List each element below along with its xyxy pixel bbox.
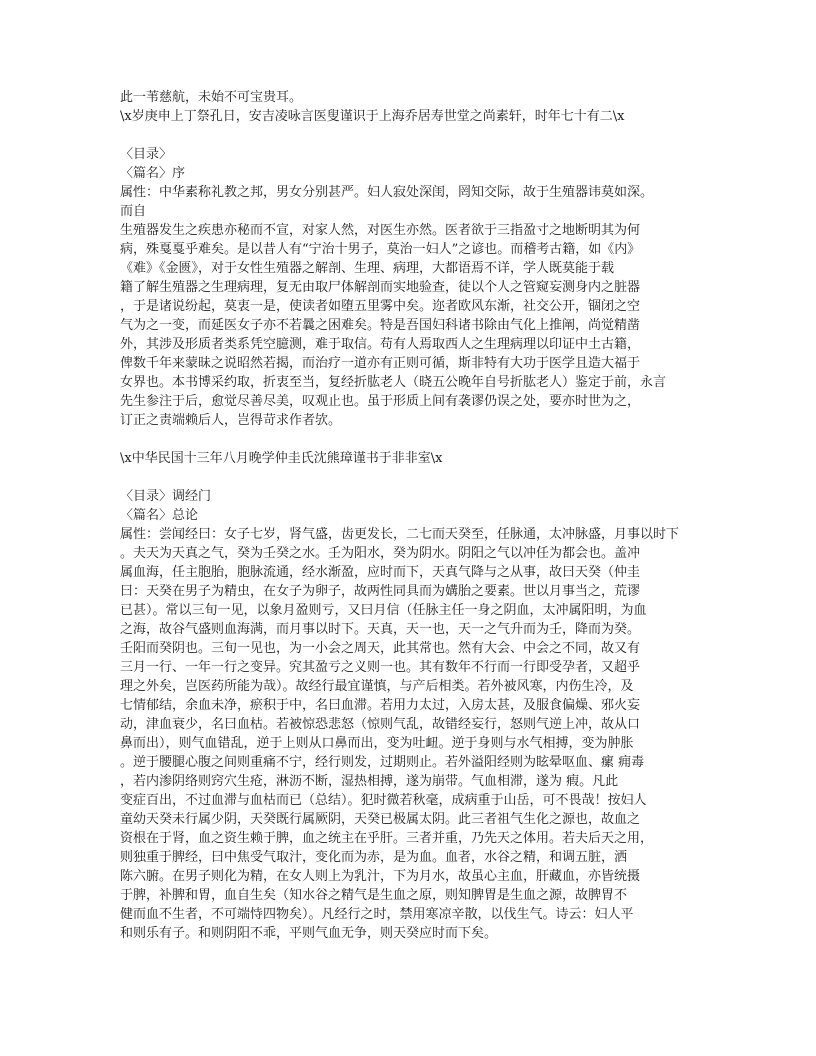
text-line: 〈目录〉调经门 [120,489,212,504]
text-line: 〈篇名〉序 [120,166,186,181]
text-line: 女界也。本书博采约取，折衷至当，复经折肱老人（晓五公晚年自号折肱老人）鉴定于前，永言 [120,375,667,390]
text-line: 资根在于肾，血之资生赖于脾，血之统主在乎肝。三者并重，乃先天之体用。若夫后天之用， [120,831,654,846]
text-line: 此一苇慈航，未始不可宝贵耳。 [120,90,303,105]
text-line: 健而血不生者，不可端恃四物矣）。凡经行之时，禁用寒凉辛散，以伐生气。诗云：妇人平 [120,907,634,922]
text-line: 陈六腑。在男子则化为精，在女人则上为乳汁，下为月水，故虽心主血，肝藏血，亦皆统摄 [120,869,641,884]
text-line: 俾数千年来蒙昧之说昭然若揭，而治疗一道亦有正则可循，斯非特有大功于医学且造大福于 [120,356,641,371]
text-line: 病，殊戛戛乎难矣。是以昔人有“宁治十男子，莫治一妇人”之谚也。而稽考古籍，如《内》 [120,242,641,257]
text-line: 外，其涉及形质者类系凭空臆测，难于取信。苟有人焉取西人之生理病理以印证中土古籍， [120,337,641,352]
text-line [120,430,712,449]
text-line: 。夫天为天真之气，癸为壬癸之水。壬为阳水，癸为阴水。阴阳之气以冲任为都会也。盖冲 [120,546,641,561]
document-text-block [120,88,712,943]
text-line: 先生参注于后，愈觉尽善尽美，叹观止也。虽于形质上间有袭谬仍误之处，要亦时世为之， [120,394,641,409]
text-line: 〈目录〉 [120,147,173,162]
text-line: 属血海，任主胞胎，胞脉流通，经水渐盈，应时而下，天真气降与之从事，故曰天癸（仲圭 [120,565,641,580]
text-line: 籍了解生殖器之生理病理，复无由取尸体解剖而实地验查，徒以个人之管窥妄测身内之脏器 [120,280,641,295]
text-line: 属性：尝闻经曰：女子七岁，肾气盛，齿更发长，二七而天癸至，任脉通，太冲脉盛，月事以时下 [120,527,680,542]
text-line [120,126,712,145]
text-line: 之海，故谷气盛则血海满，而月事以时下。天真，天一也，天一之气升而为壬，降而为癸。 [120,622,641,637]
text-line: 于脾，补脾和胃，血自生矣（知水谷之精气是生血之原，则知脾胃是生血之源，故脾胃不 [120,888,628,903]
text-line: 曰：天癸在男子为精虫，在女子为卵子，故两性同具而为媾胎之要素。世以月事当之，荒谬 [120,584,641,599]
text-line: ，若内渗阴络则窍穴生疮，淋沥不断，湿热相搏，遂为崩带。气血相滞，遂为 瘕。凡此 [120,774,619,789]
text-line: 气为之一变，而延医女子亦不若曩之困难矣。特是吾国妇科诸书除由气化上推阐，尚觉精凿 [120,318,641,333]
text-line: 鼻而出），则气血错乱，逆于上则从口鼻而出，变为吐衄。逆于身则与水气相搏，变为肿胀 [120,736,634,751]
text-line: 则独重于脾经，曰中焦受气取汁，变化而为赤，是为血。血者，水谷之精，和调五脏，洒 [120,850,628,865]
text-line: 七情郁结，余血未净，瘀积于中，名曰血滞。若用力太过，入房太甚，及服食偏燥、邪火妄 [120,698,641,713]
text-line: 变症百出，不过血滞与血枯而已（总结）。犯时微若秋毫，成病重于山岳，可不畏哉！按妇人 [120,793,647,808]
text-line: 《难》《金匮》，对于女性生殖器之解剖、生理、病理，大都语焉不详，学人既莫能于载 [120,261,615,276]
text-line [120,468,712,487]
text-line: 。逆于腰腿心腹之间则重痛不宁，经行则发，过期则止。若外溢阳经则为眩晕呕血、瘰 痈毒 [120,755,645,770]
text-line: 〈篇名〉总论 [120,508,199,523]
text-line: 生殖器发生之疾患亦秘而不宣，对家人然，对医生亦然。医者欲于三指盈寸之地断明其为何 [120,223,641,238]
text-line: 三月一行、一年一行之变异。究其盈亏之义则一也。其有数年不行而一行即受孕者，又超乎 [120,660,641,675]
text-line: 童幼天癸未行属少阴，天癸既行属厥阴，天癸已极属太阴。此三者祖气生化之源也，故血之 [120,812,641,827]
text-line: 订正之责端赖后人，岂得苛求作者欤。 [120,413,342,428]
text-line: 属性：中华素称礼教之邦，男女分别甚严。妇人寂处深闺，罔知交际，故于生殖器讳莫如深。 [120,185,654,200]
text-line: 理之外矣，岂医药所能为哉）。故经行最宜谨慎，与产后相类。若外被风寒，内伤生冷，及 [120,679,634,694]
text-line: 和则乐有子。和则阴阳不乖，平则气血无争，则天癸应时而下矣。 [120,926,498,941]
text-line: 动，津血衰少，名曰血枯。若被惊恐悲怒（惊则气乱，故错经妄行，怒则气逆上冲，故从口 [120,717,641,732]
text-line: \x中华民国十三年八月晚学仲圭氏沈熊璋谨书于非非室\x [120,451,443,466]
text-line: 而自 [120,204,147,219]
text-line: 壬阳而癸阴也。三旬一见也，为一小会之周天，此其常也。然有大会、中会之不同，故又有 [120,641,641,656]
text-line: \x岁庚申上丁祭孔日，安吉凌咏言医叟谨识于上海乔居寿世堂之尚素轩，时年七十有二\x [120,109,625,124]
text-line: ，于是诸说纷起，莫衷一是，使读者如堕五里雾中矣。迩者欧风东渐，社交公开，锢闭之空 [120,299,641,314]
text-line: 已甚）。常以三旬一见，以象月盈则亏，又曰月信（任脉主任一身之阴血，太冲属阳明，为血 [120,603,647,618]
